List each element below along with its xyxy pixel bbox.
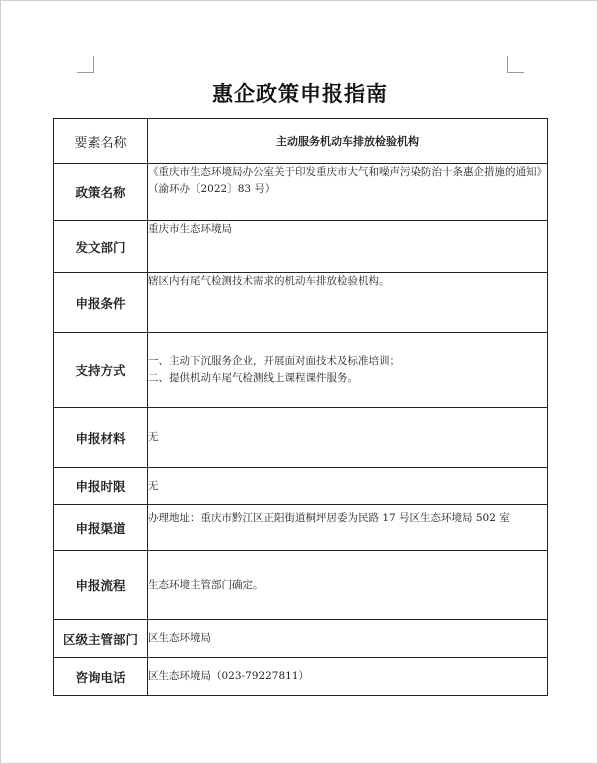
header-label-cell: 要素名称 bbox=[54, 119, 148, 164]
channel-label: 申报渠道 bbox=[54, 505, 148, 551]
district-department-value: 区生态环境局 bbox=[148, 620, 548, 658]
table-row-materials bbox=[54, 408, 548, 468]
table-row-policy-name bbox=[54, 164, 548, 221]
conditions-value: 辖区内有尾气检测技术需求的机动车排放检验机构。 bbox=[148, 273, 548, 333]
table-row-process bbox=[54, 551, 548, 620]
materials-label: 申报材料 bbox=[54, 408, 148, 468]
table-row-issuing-department bbox=[54, 221, 548, 273]
process-label: 申报流程 bbox=[54, 551, 148, 620]
policy-name-label: 政策名称 bbox=[54, 164, 148, 221]
conditions-label: 申报条件 bbox=[54, 273, 148, 333]
table-row-support-method bbox=[54, 333, 548, 408]
policy-name-value: 《重庆市生态环境局办公室关于印发重庆市大气和噪声污染防治十条惠企措施的通知》（渝环办〔2022〕83 号） bbox=[148, 164, 548, 221]
margin-corner-mark-right bbox=[507, 56, 524, 73]
district-department-label: 区级主管部门 bbox=[54, 620, 148, 658]
table-row-district-department bbox=[54, 620, 548, 658]
header-value-cell: 主动服务机动车排放检验机构 bbox=[148, 119, 548, 164]
table-row-channel bbox=[54, 505, 548, 551]
contact-phone-label: 咨询电话 bbox=[54, 658, 148, 696]
table-row-deadline bbox=[54, 468, 548, 505]
support-method-label: 支持方式 bbox=[54, 333, 148, 408]
support-method-value bbox=[148, 333, 548, 408]
table-header-row bbox=[54, 119, 548, 164]
margin-corner-mark-left bbox=[77, 56, 94, 73]
materials-value: 无 bbox=[148, 408, 548, 468]
issuing-department-value: 重庆市生态环境局 bbox=[148, 221, 548, 273]
contact-phone-value: 区生态环境局（023-79227811） bbox=[148, 658, 548, 696]
process-value: 生态环境主管部门确定。 bbox=[148, 551, 548, 620]
support-method-line-2: 二、提供机动车尾气检测线上课程课件服务。 bbox=[148, 372, 358, 384]
policy-guide-table bbox=[53, 118, 548, 696]
issuing-department-label: 发文部门 bbox=[54, 221, 148, 273]
support-method-line-1: 一、主动下沉服务企业，开展面对面技术及标准培训； bbox=[148, 355, 400, 367]
table-row-contact-phone bbox=[54, 658, 548, 696]
document-title: 惠企政策申报指南 bbox=[212, 81, 388, 106]
channel-value: 办理地址：重庆市黔江区正阳街道桐坪居委为民路 17 号区生态环境局 502 室 bbox=[148, 505, 548, 551]
deadline-value: 无 bbox=[148, 468, 548, 505]
table-row-conditions bbox=[54, 273, 548, 333]
deadline-label: 申报时限 bbox=[54, 468, 148, 505]
